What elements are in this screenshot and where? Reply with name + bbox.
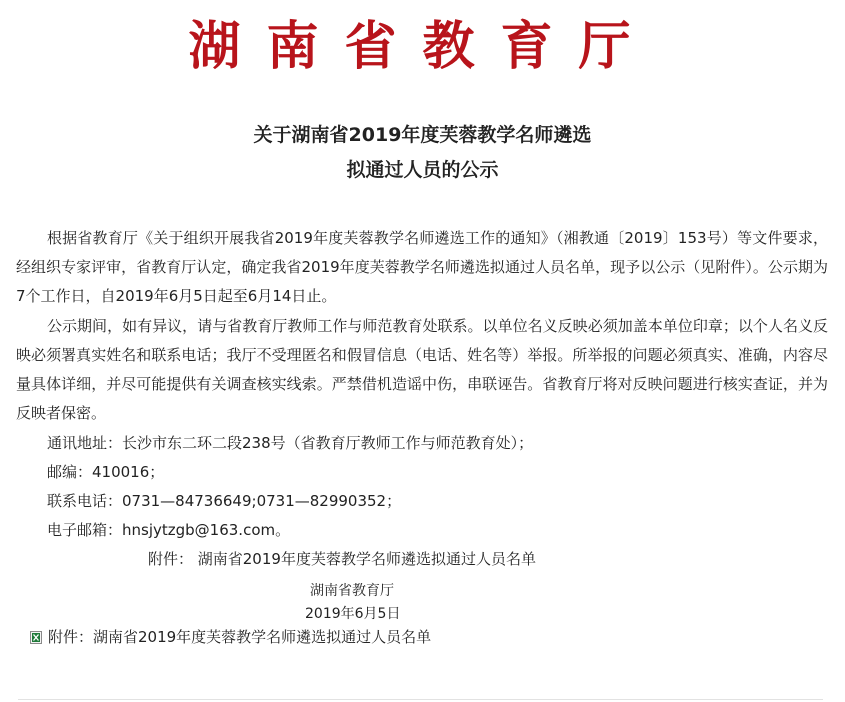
spreadsheet-file-icon: [30, 630, 42, 643]
notice-title-line2: 拟通过人员的公示: [346, 159, 499, 181]
notice-paragraph-1: 根据省教育厅《关于组织开展我省2019年度芙蓉教学名师遴选工作的通知》（湘教通〔2019〕153号）等文件要求，经组织专家评审，省教育厅认定，确定我省2019年度芙蓉教学名师遴选拟通过人员名单，现予以公示（见附件）。公示期为7个工作日，自2019年6月5日起至6月14日止。: [16, 229, 828, 305]
contact-phone: 联系电话：0731—84736649;0731—82990352；: [47, 492, 402, 510]
contact-address: 通讯地址：长沙市东二环二段238号（省教育厅教师工作与师范教育处）；: [47, 434, 534, 452]
signature-date: 2019年6月5日: [305, 606, 401, 622]
signature-org: 湖南省教育厅: [310, 583, 394, 599]
notice-paragraph-2: 公示期间，如有异议，请与省教育厅教师工作与师范教育处联系。以单位名义反映必须加盖本单位印章；以个人名义反映必须署真实姓名和联系电话；我厅不受理匿名和假冒信息（电话、姓名等）举报。所举报的问题必须真实、准确，内容尽量具体详细，并尽可能提供有关调查核实线索。严禁借机造谣中伤，串联诬告。省教育厅将对反映问题进行核实查证，并为反映者保密。: [16, 317, 828, 422]
contact-email: 电子邮箱：hnsjytzgb@163.com。: [47, 521, 291, 539]
attachment-note: 附件： 湖南省2019年度芙蓉教学名师遴选拟通过人员名单: [148, 550, 536, 568]
notice-title-line1: 关于湖南省2019年度芙蓉教学名师遴选: [253, 124, 592, 146]
attachment-download-link[interactable]: [30, 625, 431, 647]
attachment-link-label[interactable]: 附件：湖南省2019年度芙蓉教学名师遴选拟通过人员名单: [48, 627, 432, 646]
contact-postcode: 邮编：410016；: [47, 463, 165, 481]
masthead-title: 湖南省教育厅: [188, 16, 657, 77]
footer-divider: [18, 699, 823, 700]
